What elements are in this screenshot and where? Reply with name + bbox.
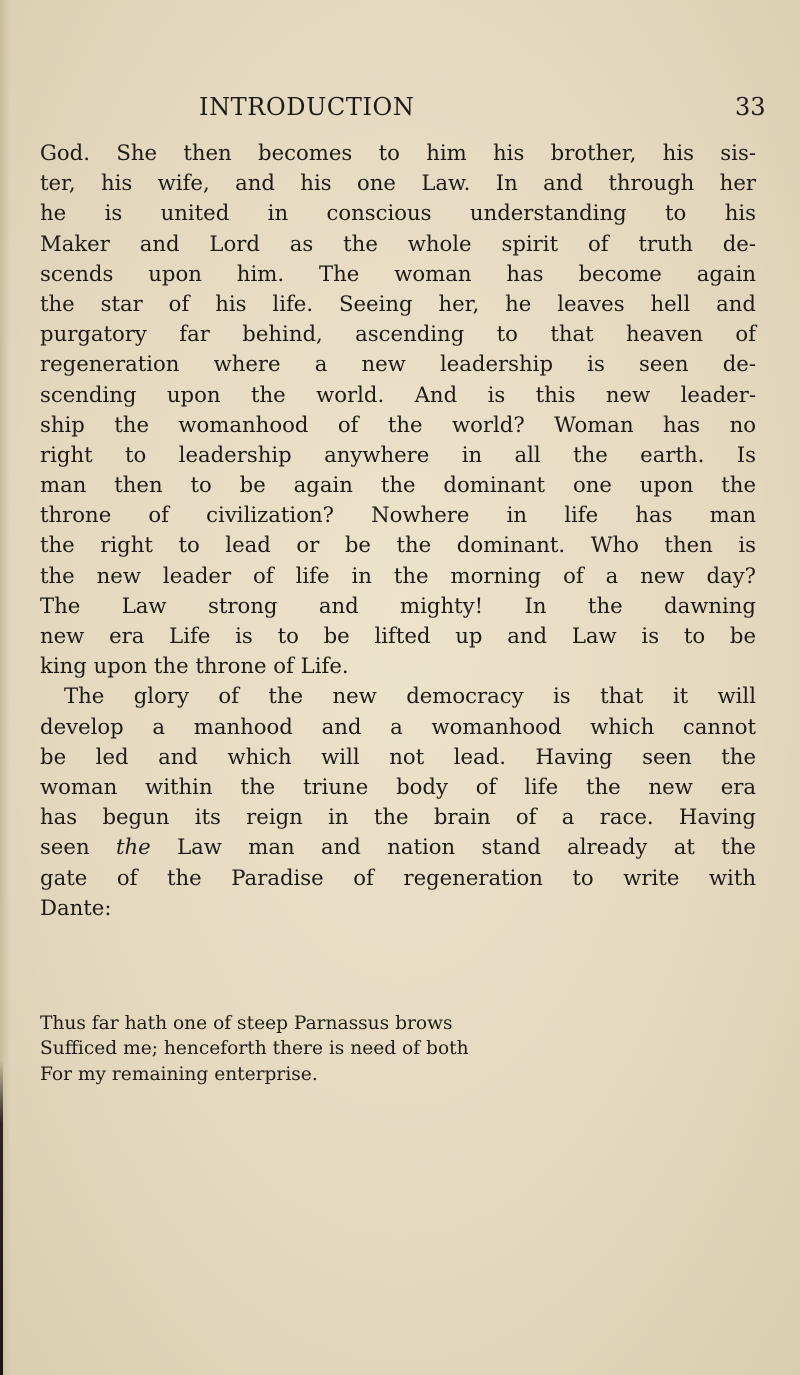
text-line: Maker and Lord as the whole spirit of truth de-	[40, 230, 756, 256]
verse-quotation	[40, 1011, 756, 1087]
text-line: he is united in conscious understanding to his	[40, 200, 756, 226]
text-line: man then to be again the dominant one upon the	[40, 472, 756, 498]
text-line: new era Life is to be lifted up and Law is to be	[40, 623, 756, 648]
text-line: purgatory far behind, ascending to that heaven of	[40, 321, 756, 347]
text-line: ship the womanhood of the world? Woman has no	[40, 411, 756, 437]
text-line: scends upon him. The woman has become again	[40, 260, 756, 286]
text-line: gate of the Paradise of regeneration to write with	[40, 864, 756, 890]
body-text	[40, 138, 756, 923]
text-segment: seen	[40, 834, 90, 860]
text-line: has begun its reign in the brain of a race. Having	[40, 804, 756, 830]
page-number: 33	[735, 93, 766, 121]
text-line: ter, his wife, and his one Law. In and through her	[40, 170, 756, 196]
text-line: the star of his life. Seeing her, he leaves hell and	[40, 290, 756, 316]
text-line: the new leader of life in the morning of a new day?	[40, 562, 756, 588]
text-line: woman within the triune body of life the new era	[40, 773, 756, 799]
text-line: regeneration where a new leadership is seen de-	[40, 351, 756, 377]
text-line: the right to lead or be the dominant. Who then is	[40, 532, 756, 558]
verse-line: Thus far hath one of steep Parnassus brows	[40, 1013, 453, 1034]
text-line: develop a manhood and a womanhood which cannot	[40, 713, 756, 739]
text-line: The Law strong and mighty! In the dawning	[40, 592, 756, 618]
text-line: God. She then becomes to him his brother, his sis-	[40, 140, 756, 165]
text-line-with-italic	[40, 832, 756, 862]
text-line: The glory of the new democracy is that it will	[64, 683, 756, 709]
text-line: scending upon the world. And is this new leader-	[40, 381, 756, 407]
text-segment: Law man and nation stand already at the	[177, 834, 756, 860]
text-line: be led and which will not lead. Having seen the	[40, 743, 756, 769]
binding-edge	[0, 1060, 3, 1375]
text-line: king upon the throne of Life.	[40, 653, 349, 679]
page-header	[0, 92, 800, 126]
text-line: right to leadership anywhere in all the earth. Is	[40, 441, 756, 467]
verse-line: Sufficed me; henceforth there is need of both	[40, 1038, 469, 1060]
text-line: throne of civilization? Nowhere in life has man	[40, 502, 756, 528]
verse-line: For my remaining enterprise.	[40, 1063, 318, 1085]
running-head: INTRODUCTION	[199, 93, 415, 121]
italic-word: the	[115, 834, 151, 860]
text-line: Dante:	[40, 894, 112, 920]
